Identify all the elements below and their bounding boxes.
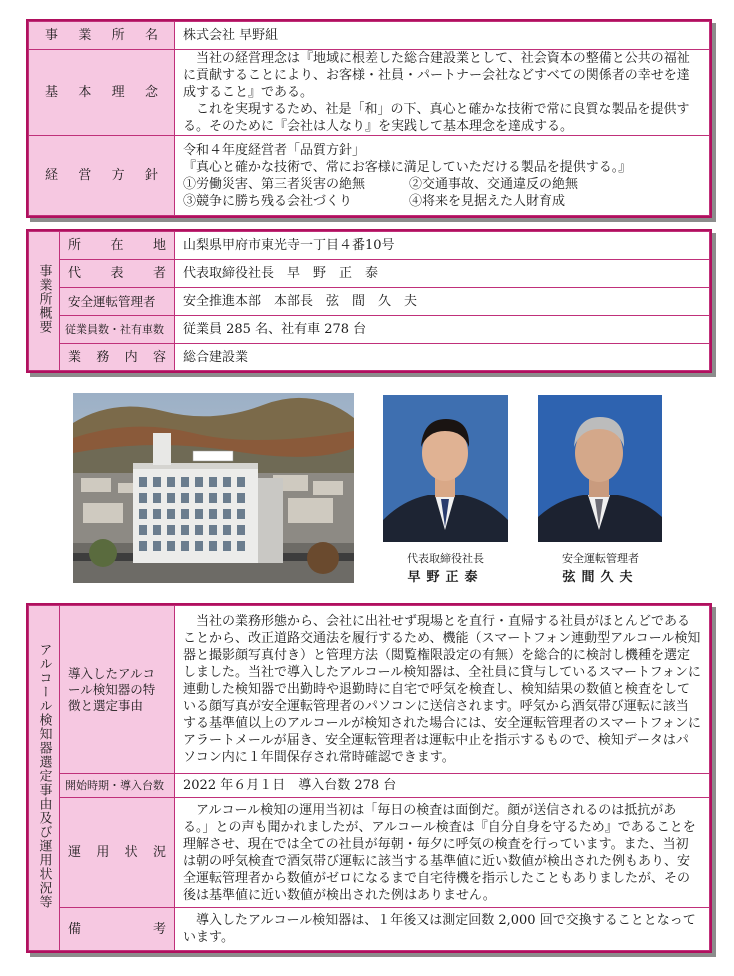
safety-manager-portrait-photo [538, 395, 662, 542]
value-management-policy [175, 136, 710, 216]
label-detector-features: 導入したアルコール検知器の特徴と選定事由 [60, 606, 175, 774]
business-overview-table [28, 231, 710, 371]
detector-features-text: 当社の業務形態から、会社に出社せず現場とを直行・直帰する社員がほとんどであることから、改正道路交通法を履行するため、機能（スマートフォン連動型アルコール検知器と撮影顔写真付き）と管理方法（閲覧権限設定の有無）を総合的に検討し機種を選定しました。当社で導入したアルコール検知器は、全社員に貸与しているスマートフォンに連動した検知器で出勤時や退勤時に自宅で呼気を検査し、検知結果の数値と検査をしている顔写真が安全運転管理者のパソコンに送信されます。呼気から酒気帯び運転に該当する基準値以上のアルコールが検知された場合には、安全運転管理者のスマートフォンにアラートメールが届き、安全運転管理者は運転中止を指示するもので、検知データはパソコン内に１年間保存され常時確認できます。 [183, 614, 701, 765]
value-business-name: 株式会社 早野組 [175, 22, 710, 50]
president-portrait-photo [383, 395, 508, 542]
alcohol-detector-table [28, 605, 710, 951]
policy-line-2: 『真心と確かな技術で、常にお客様に満足していただける製品を提供する。』 [183, 159, 632, 175]
alcohol-detector-box [26, 603, 712, 953]
label-safety-manager: 安全運転管理者 [60, 288, 175, 316]
label-business-name: 事業所名 [29, 22, 175, 50]
value-representative: 代表取締役社長 早 野 正 泰 [175, 260, 710, 288]
value-remarks [175, 908, 710, 951]
value-employees-vehicles: 従業員 285 名、社有車 278 台 [175, 316, 710, 344]
label-location: 所在地 [60, 232, 175, 260]
philosophy-paragraph-2: これを実現するため、社是「和」の下、真心と確かな技術で常に良質な製品を提供する。そのために『会社は人なり』を実践して基本理念を達成する。 [183, 102, 690, 134]
policy-item: ①労働災害、第三者災害の絶無 [183, 176, 366, 192]
label-business-content: 業務内容 [60, 344, 175, 371]
value-operation-status [175, 798, 710, 908]
remarks-text: 導入したアルコール検知器は、１年後又は測定回数 2,000 回で交換することとなっています。 [183, 913, 696, 945]
policy-item: ②交通事故、交通違反の絶無 [409, 176, 579, 192]
policy-item: ③競争に勝ち残る会社づくり [183, 193, 353, 209]
president-name: 早野正泰 [407, 570, 484, 585]
company-info-box [26, 19, 712, 218]
business-overview-box [26, 229, 712, 373]
safety-manager-name: 弦間久夫 [562, 570, 639, 585]
value-safety-manager: 安全推進本部 本部長 弦 間 久 夫 [175, 288, 710, 316]
safety-manager-portrait-image [538, 395, 662, 542]
value-start-date-count: 2022 年６月１日 導入台数 278 台 [175, 774, 710, 798]
safety-manager-caption [528, 550, 673, 585]
president-portrait-image [383, 395, 508, 542]
president-title: 代表取締役社長 [407, 552, 484, 565]
label-employees-vehicles: 従業員数・社有車数 [60, 316, 175, 344]
president-caption [373, 550, 518, 585]
safety-manager-title: 安全運転管理者 [562, 552, 639, 565]
overview-side-label: 事業所概要 [29, 232, 60, 371]
policy-items [183, 176, 701, 210]
value-basic-philosophy [175, 50, 710, 136]
operation-status-text: アルコール検知の運用当初は「毎日の検査は面倒だ。顔が送信されるのは抵抗がある。」との声も聞かれましたが、アルコール検査は『自分自身を守るため』であることを理解させ、現在では全ての社員が毎朝・毎夕に呼気の検査を行っています。また、当初は朝の呼気検査で酒気帯び運転に該当する基準値に近い数値が検出された例もあり、安全運転管理者から数値がゼロになるまで自宅待機を指示したこともありましたが、その後は基準値に近い数値が検出された例はありません。 [183, 802, 696, 903]
label-basic-philosophy: 基本理念 [29, 50, 175, 136]
alcohol-side-label: アルコール検知器選定事由及び運用状況等 [29, 606, 60, 951]
policy-line-1: 令和４年度経営者「品質方針」 [183, 142, 366, 158]
value-location: 山梨県甲府市東光寺一丁目４番10号 [175, 232, 710, 260]
label-management-policy: 経営方針 [29, 136, 175, 216]
label-operation-status: 運用状況 [60, 798, 175, 908]
label-start-date-count: 開始時期・導入台数 [60, 774, 175, 798]
value-business-content: 総合建設業 [175, 344, 710, 371]
headquarters-building-photo [73, 393, 354, 583]
label-representative: 代表者 [60, 260, 175, 288]
policy-item: ④将来を見据えた人財育成 [409, 193, 566, 209]
building-photo-image [73, 393, 354, 583]
label-remarks: 備考 [60, 908, 175, 951]
philosophy-paragraph-1: 当社の経営理念は『地域に根差した総合建設業として、社会資本の整備と公共の福祉に貢献することにより、お客様・社員・パートナー会社などすべての関係者の幸せを達成すること』である。 [183, 51, 690, 100]
company-info-table [28, 21, 710, 216]
value-detector-features [175, 606, 710, 774]
